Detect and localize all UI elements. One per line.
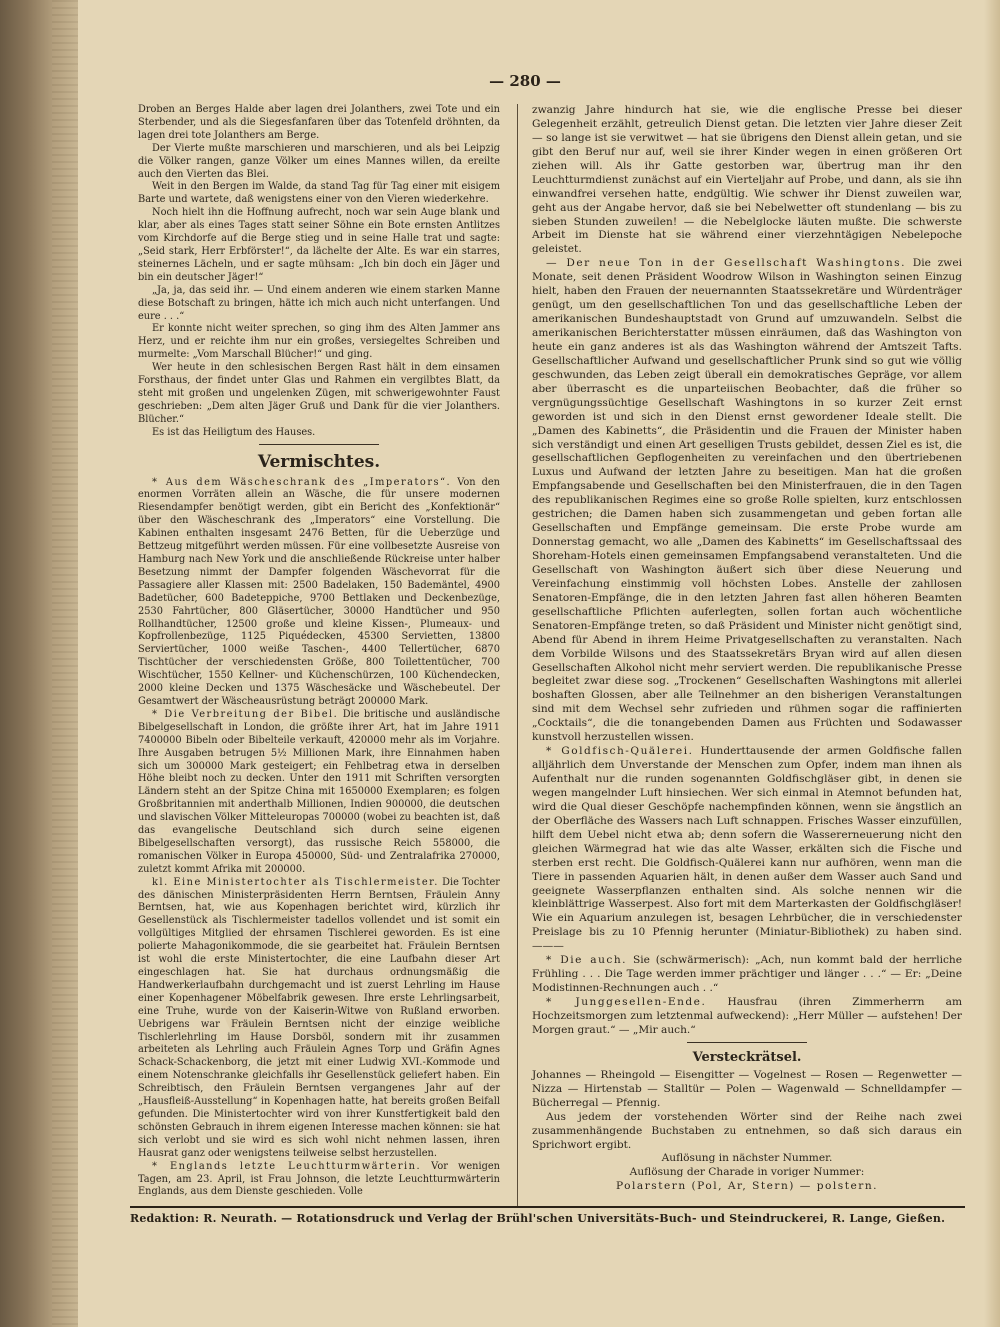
right-column bbox=[532, 104, 962, 1194]
misc-text: Sie (schwärmerisch): „Ach, nun kommt bald der herrliche Frühling . . . Die Tage werden immer prächtiger und länger . . .“ — Er: „Deine Modistinnen-Rechnungen auch . .“ bbox=[532, 954, 962, 995]
misc-rubric: — Der neue Ton in der Gesellschaft Washingtons. bbox=[546, 257, 906, 270]
misc-text: Die zwei Monate, seit denen Präsident Woodrow Wilson in Washington seinen Einzug hielt, haben den Frauen der neuernannten Staatssekretäre und Würdenträger genügt, um den gesellschaftlichen Ton und das gesellschaftliche Leben der amerikanischen Bundeshauptstadt von Grund auf umzuwandeln. Selbst die amerikanischen Berichterstatter müssen einräumen, daß das Washington von heute ein ganz anderes ist als das Washington während der Amtszeit Tafts. Gesellschaftlicher Aufwand und gesellschaftlicher Prunk sind so gut wie völlig geschwunden, das Leben zeigt überall ein demokratisches Gepräge, vor allem aber überrascht es die unparteiischen Beobachter, daß die früher so vergnügungssüchtige Gesellschaft Washingtons in so kurzer Zeit ernst geworden ist und sich in den Dienst ernst gewordener Ideale stellt. Die „Damen des Kabinetts“, die Präsidentin und die Frauen der Minister haben sich verständigt und einen Art geselligen Trusts gebildet, dessen Ziel es ist, die gesellschaftlichen Gepflogenheiten zu vereinfachen und den übertriebenen Luxus und Aufwand der letzten Jahre zu beseitigen. Man hat die großen Empfangsabende und Gesellschaften bei den Ministerfrauen, die in den Tagen des republikanischen Regimes eine so große Rolle spielten, kurz entschlossen gestrichen; die Damen haben sich zusammengetan und geben fortan alle Gesellschaften und Empfänge gemeinsam. Die erste Probe wurde am Donnerstag gemacht, wo alle „Damen des Kabinetts“ im Gesellschaftssaal des Shoreham-Hotels einen gemeinsamen Empfangsabend veranstalteten. Und die Gesellschaft von Washington äußert sich über diese Neuerung und Vereinfachung einstimmig voll höchsten Lobes. Anstelle der zahllosen Senatoren-Empfänge, die in den letzten Jahren fast allen höheren Beamten gesellschaftliche Pflichten auferlegten, sollen fortan auch wöchentliche Senatoren-Empfänge treten, so daß Präsident und Minister nicht genötigt sind, Abend für Abend in ihrem Heime Privatgesellschaften zu veranstalten. Nach dem Vorbilde Wilsons und des Staatssekretärs Bryan wird auf allen diesen Gesellschaften Alkohol nicht mehr serviert werden. Die republikanische Presse begleitet zwar diese sog. „Trockenen“ Gesellschaften Washingtons mit allerlei boshaften Glossen, aber alle Teilnehmer an den bisherigen Veranstaltungen sind mit dem Wechsel sehr zufrieden und rühmen sogar die raffinierten „Cocktails“, die die tonangebenden Damen aus Früchten und Sodawasser kunstvoll herzustellen wissen. bbox=[532, 257, 962, 744]
misc-item bbox=[532, 745, 962, 954]
story-paragraph: Er konnte nicht weiter sprechen, so ging ihm des Alten Jammer ans Herz, und er reichte ihm nur ein großes, versiegeltes Schreiben und murmelte: „Vom Marschall Blücher!“ und ging. bbox=[138, 323, 500, 361]
misc-text: Die britische und ausländische Bibelgesellschaft in London, die größte ihrer Art, hat im Jahre 1911 7400000 Bibeln oder Bibelteile verkauft, 420000 mehr als im Vorjahre. Ihre Ausgaben betrugen 5½ Millionen Mark, ihre Einnahmen haben sich um 300000 Mark gesteigert; ein Fehlbetrag etwa in derselben Höhe bleibt noch zu decken. Unter den 1911 mit Schriften versorgten Ländern steht an der Spitze China mit 1650000 Exemplaren; es folgen Großbritannien mit anderthalb Millionen, Indien 900000, die deutschen und slavischen Völker Mitteleuropas 700000 (wobei zu beachten ist, daß das evangelische Deutschland sich durch seine eigenen Bibelgesellschaften versorgt), das russische Reich 558000, die romanischen Völker in Europa 450000, Süd- und Zentralafrika 270000, zuletzt kommt Afrika mit 200000. bbox=[138, 708, 500, 875]
misc-item bbox=[532, 954, 962, 996]
misc-rubric: * Die auch. bbox=[546, 954, 628, 967]
page-number: — 280 — bbox=[489, 72, 561, 90]
left-column bbox=[138, 104, 500, 1199]
misc-item bbox=[138, 709, 500, 877]
misc-text: Von den enormen Vorräten allein an Wäsche, die für unsere modernen Riesendampfer benötigt werden, gibt ein Bericht des „Konfektionär“ über den Wäscheschrank des „Imperators“ eine Vorstellung. Die Kabinen enthalten insgesamt 2476 Betten, für die Ueberzüge und Bettzeug mitgeführt werden müssen. Für eine vollbesetzte Ausreise von Hamburg nach New York und die anschließende Rückreise unter halber Besetzung nimmt der Dampfer folgenden Wäschevorrat für die Passagiere aller Klassen mit: 2500 Badelaken, 150 Bademäntel, 4900 Badetücher, 600 Badeteppiche, 9700 Bettlaken und Deckenbezüge, 2530 Fahrtücher, 800 Gläsertücher, 30000 Handtücher und 950 Rollhandtücher, 12500 große und kleine Kissen-, Plumeaux- und Kopfrollenbezüge, 1125 Piquédecken, 45300 Servietten, 13800 Serviertücher, 1000 weiße Taschen-, 4400 Tellertücher, 6870 Tischtücher der verschiedensten Größe, 800 Toilettentücher, 700 Wischtücher, 1550 Kellner- und Küchenschürzen, 100 Küchendecken, 2000 kleine Decken und 1375 Wäschesäcke und Wäschebeutel. Der Gesamtwert der Wäscheausrüstung beträgt 200000 Mark. bbox=[138, 476, 500, 707]
misc-rubric: kl. Eine Ministertochter als Tischlermeister. bbox=[152, 876, 439, 888]
divider bbox=[687, 1042, 807, 1043]
misc-item bbox=[138, 1161, 500, 1200]
misc-text: Die Tochter des dänischen Ministerpräsidenten Herrn Berntsen, Fräulein Anny Berntsen, hat, wie aus Kopenhagen berichtet wird, kürzlich ihr Gesellenstück als Tischlermeister tadellos vollendet und ist somit ein vollgültiges Mitglied der ehrsamen Tischlerei geworden. Es ist eine polierte Mahagonikommode, die sie gearbeitet hat. Fräulein Berntsen ist wohl die erste Ministertochter, die eine Laufbahn dieser Art eingeschlagen hat. Sie hat durchaus ordnungsmäßig die Handwerkerlaufbahn durchgemacht und ist zuerst Lehrling im Hause einer Kopenhagener Möbelfabrik gewesen. Ihre erste Lehrlingsarbeit, eine Truhe, wurde von der Kaiserin-Witwe von Rußland erworben. Uebrigens war Fräulein Berntsen nicht der einzige weibliche Tischlerlehrling im Hause Dorsböl, sondern mit ihr zusammen arbeiteten als Lehrling auch Fräulein Agnes Torp und Gräfin Agnes Schack-Schackenborg, die jetzt mit einer Ludwig XVI.-Kommode und einem Notenschranke gleichfalls ihr Gesellenstück geliefert haben. Ein Schreibtisch, den Fräulein Berntsen vergangenes Jahr auf der „Hausfleiß-Ausstellung“ in Kopenhagen hatte, hat bereits großen Beifall gefunden. Die Ministertochter wird von ihrer Kunstfertigkeit bald den schönsten Gebrauch in ihrem eigenen Interesse machen können: sie hat sich verlobt und sie wird es sich wohl nicht nehmen lassen, ihren Hausrat ganz oder wenigstens teilweise selbst herzustellen. bbox=[138, 876, 500, 1159]
misc-rubric: * Goldfisch-Quälerei. bbox=[546, 745, 694, 758]
misc-item bbox=[532, 257, 962, 745]
misc-rubric: * Die Verbreitung der Bibel. bbox=[152, 708, 339, 720]
misc-item bbox=[532, 996, 962, 1038]
solution-title: Auflösung der Charade in voriger Nummer: bbox=[629, 1166, 865, 1179]
misc-text: Vor wenigen Tagen, am 23. April, ist Frau Johnson, die letzte Leuchtturmwärterin Englands, aus dem Dienste geschieden. Volle bbox=[138, 1160, 500, 1198]
misc-item bbox=[138, 477, 500, 709]
imprint-footer: Redaktion: R. Neurath. — Rotationsdruck und Verlag der Brühl'schen Universitäts-Buch- und Steindruckerei, R. Lange, Gießen. bbox=[130, 1212, 946, 1225]
misc-item bbox=[138, 877, 500, 1161]
story-paragraph: Noch hielt ihn die Hoffnung aufrecht, noch war sein Auge blank und klar, aber als eines Tages statt seiner Söhne ein Bote ernsten Antlitzes vom Kirchdorfe auf die Berge stieg und in seine Halle trat und sagte: „Seid stark, Herr Erbförster!“, da lächelte der Alte. Es war ein starres, steinernes Lächeln, und er sagte mühsam: „Ich bin doch ein Jäger und bin ein deutscher Jäger!“ bbox=[138, 207, 500, 283]
puzzle-instruction: Aus jedem der vorstehenden Wörter sind der Reihe nach zwei zusammenhängende Buchstaben zu entnehmen, so daß sich daraus ein Sprichwort ergibt. bbox=[532, 1110, 962, 1151]
book-binding bbox=[0, 0, 78, 1327]
misc-text: Hausfrau (ihren Zimmerherrn am Hochzeitsmorgen zum letztenmal aufweckend): „Herr Müller — aufstehen! Der Morgen graut.“ — „Mir auch.“ bbox=[532, 996, 962, 1036]
story-paragraph: Droben an Berges Halde aber lagen drei Jolanthers, zwei Tote und ein Sterbender, und als die Siegesfanfaren über das Totenfeld dröhnten, da lagen drei tote Jolanthers am Berge. bbox=[138, 104, 500, 141]
misc-rubric: * Aus dem Wäscheschrank des „Imperators“. bbox=[152, 476, 452, 488]
puzzle-words: Johannes — Rheingold — Eisengitter — Vogelnest — Rosen — Regenwetter — Nizza — Hirtenstab — Stalltür — Polen — Wagenwald — Schnelldampfer — Bücherregal — Pfennig. bbox=[532, 1068, 962, 1109]
story-paragraph: Wer heute in den schlesischen Bergen Rast hält in dem einsamen Forsthaus, der findet unter Glas und Rahmen ein vergilbtes Blatt, da steht mit großen und ungelenken Zügen, mit schwerigewohnter Faust geschrieben: „Dem alten Jäger Gruß und Dank für die vier Jolanthers. Blücher.“ bbox=[138, 362, 500, 425]
solution-text: Polarstern (Pol, Ar, Stern) — polstern. bbox=[615, 1180, 879, 1193]
story-paragraph: Der Vierte mußte marschieren und marschieren, und als bei Leipzig die Völker rangen, ganze Völker um eines Mannes willen, da ereilte auch den Vierten das Blei. bbox=[138, 142, 500, 180]
puzzle-title: Versteckrätsel. bbox=[692, 1049, 802, 1065]
misc-rubric: * Englands letzte Leuchtturmwärterin. bbox=[152, 1160, 422, 1172]
footer-rule bbox=[130, 1206, 965, 1208]
story-paragraph: Es ist das Heiligtum des Hauses. bbox=[152, 426, 316, 438]
divider bbox=[259, 444, 379, 445]
story-paragraph: Weit in den Bergen im Walde, da stand Tag für Tag einer mit eisigem Barte und wartete, daß wenigstens einer von den Vieren wiederkehre. bbox=[138, 181, 500, 206]
story-paragraph: zwanzig Jahre hindurch hat sie, wie die englische Presse bei dieser Gelegenheit erzählt, getreulich Dienst getan. Die letzten vier Jahre dieser Zeit — so lange ist sie verwitwet — hat sie übrigens den Dienst allein getan, und sie gibt den Beruf nur auf, weil sie ihrer Kinder wegen in einen größeren Ort ziehen will. Als ihr Gatte gestorben war, übertrug man ihr den Leuchtturmdienst zunächst auf ein Vierteljahr auf Probe, und dann, als sie ihn einwandfrei versehen hatte, endgültig. Wie schwer ihr Dienst zuweilen war, geht aus der Angabe hervor, daß sie bei Nebelwetter oft stundenlang — bis zu sieben Stunden zuweilen! — die Nebelglocke läuten mußte. Die schwerste Arbeit im Dienste hat sie während einer vierzehntägigen Nebelepoche geleistet. bbox=[532, 104, 962, 256]
misc-rubric: * Junggesellen-Ende. bbox=[546, 996, 707, 1008]
page-edge bbox=[984, 0, 1000, 1327]
section-title: Vermischtes. bbox=[257, 451, 381, 472]
column-divider bbox=[517, 104, 518, 1206]
puzzle-next: Auflösung in nächster Nummer. bbox=[661, 1152, 833, 1165]
misc-text: Hunderttausende der armen Goldfische fallen alljährlich dem Unverstande der Menschen zum Opfer, indem man ihnen als Aufenthalt nur die runden sogenannten Goldfischgläser gibt, in denen sie wegen mangelnder Luft hinsiechen. Wer sich einmal in Atemnot befunden hat, wird die Qual dieser Geschöpfe nachempfinden können, wenn sie ängstlich an der Oberfläche des Wassers nach Luft schnappen. Frisches Wasser einzufüllen, hilft dem Uebel nicht etwa ab; denn sofern die Wassererneuerung nicht den gleichen Wärmegrad hat wie das alte Wasser, erkälten sich die Fische und sterben erst recht. Die Goldfisch-Quälerei kann nur aufhören, wenn man die Tiere in passenden Aquarien hält, in denen außer dem Wasser auch Sand und geeignete Wasserpflanzen enthalten sind. Als solche nennen wir die kleinblättrige Wasserpest. Also fort mit dem Marterkasten der Goldfischgläser! Wie ein Aquarium anzulegen ist, besagen Lehrbücher, die in verschiedenster Preislage bis zu 10 Pfennig herunter (Miniatur-Bibliothek) zu haben sind. ——— bbox=[532, 745, 963, 953]
story-paragraph: „Ja, ja, das seid ihr. — Und einem anderen wie einem starken Manne diese Botschaft zu bringen, hätte ich mich auch nicht unterfangen. Und eure . . .“ bbox=[138, 284, 500, 322]
